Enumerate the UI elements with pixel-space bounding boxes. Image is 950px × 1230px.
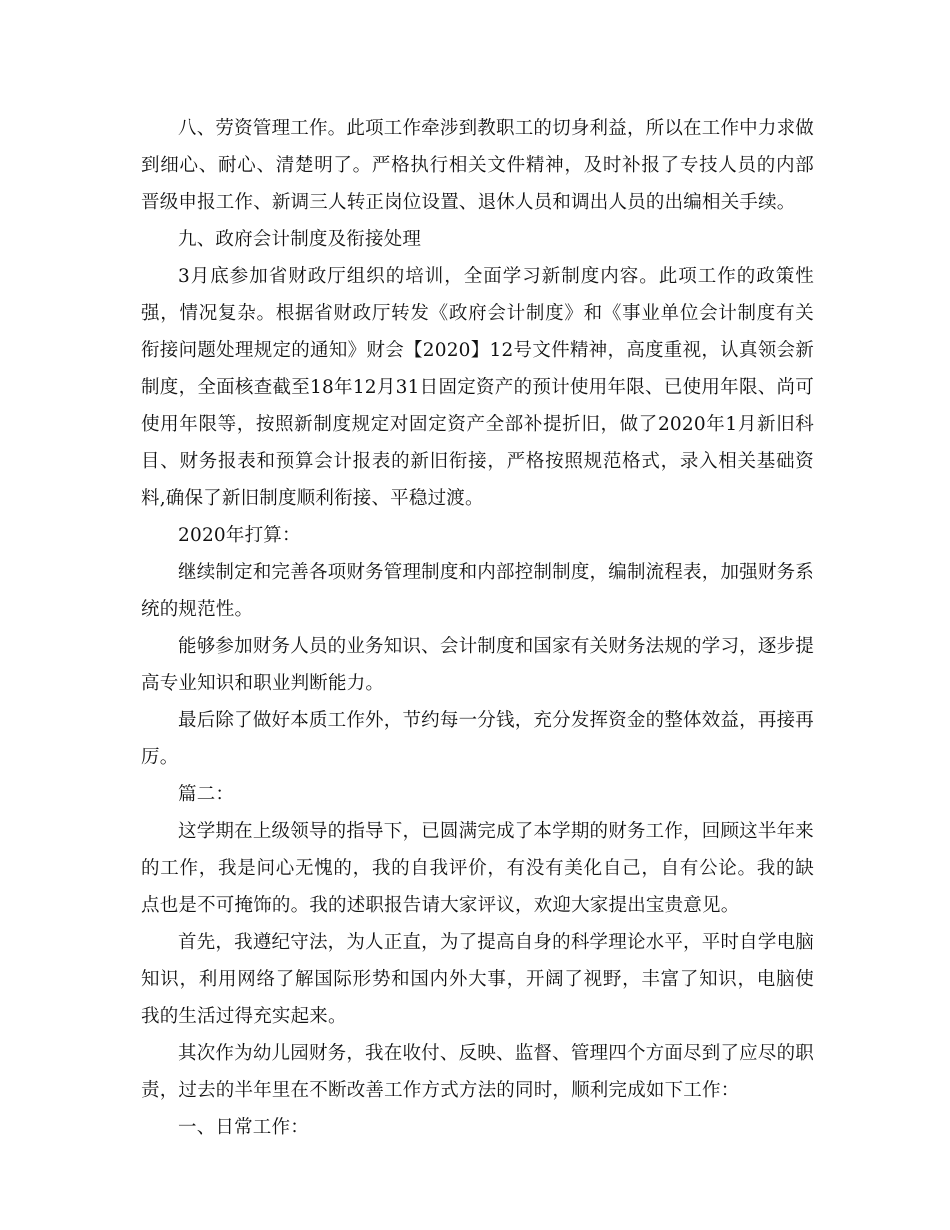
heading-government-accounting: 九、政府会计制度及衔接处理 — [178, 229, 422, 250]
document-body — [141, 110, 814, 1146]
paragraph-plan-study: 能够参加财务人员的业务知识、会计制度和国家有关财务法规的学习，逐步提高专业知识和职业判断能力。 — [141, 636, 814, 694]
paragraph-first-conduct: 首先，我遵纪守法，为人正直，为了提高自身的科学理论水平，平时自学电脑知识，利用网络了解国际形势和国内外大事，开阔了视野，丰富了知识，电脑使我的生活过得充实起来。 — [141, 932, 814, 1027]
paragraph-plan-systems: 继续制定和完善各项财务管理制度和内部控制制度，编制流程表，加强财务系统的规范性。 — [141, 562, 814, 620]
paragraph-semester-review: 这学期在上级领导的指导下，已圆满完成了本学期的财务工作，回顾这半年来的工作，我是问心无愧的，我的自我评价，有没有美化自己，自有公论。我的缺点也是不可掩饰的。我的述职报告请大家评议，欢迎大家提出宝贵意见。 — [141, 821, 814, 916]
paragraph-accounting-training: 3月底参加省财政厅组织的培训，全面学习新制度内容。此项工作的政策性强，情况复杂。根据省财政厅转发《政府会计制度》和《事业单位会计制度有关衔接问题处理规定的通知》财会【2020】12号文件精神，高度重视，认真领会新制度，全面核查截至18年12月31日固定资产的预计使用年限、已使用年限、尚可使用年限等，按照新制度规定对固定资产全部补提折旧，做了2020年1月新旧科目、财务报表和预算会计报表的新旧衔接，严格按照规范格式，录入相关基础资料,确保了新旧制度顺利衔接、平稳过渡。 — [141, 266, 814, 509]
paragraph-plan-savings: 最后除了做好本质工作外，节约每一分钱，充分发挥资金的整体效益，再接再厉。 — [141, 710, 814, 768]
paragraph-labor-management: 八、劳资管理工作。此项工作牵涉到教职工的切身利益，所以在工作中力求做到细心、耐心、清楚明了。严格执行相关文件精神，及时补报了专技人员的内部晋级申报工作、新调三人转正岗位设置、退休人员和调出人员的出编相关手续。 — [141, 118, 814, 213]
heading-part-two: 篇二： — [178, 784, 235, 805]
heading-daily-work: 一、日常工作： — [178, 1117, 309, 1138]
heading-2020-plan: 2020年打算： — [178, 525, 301, 546]
paragraph-second-duties: 其次作为幼儿园财务，我在收付、反映、监督、管理四个方面尽到了应尽的职责，过去的半年里在不断改善工作方式方法的同时，顺利完成如下工作： — [141, 1043, 814, 1101]
